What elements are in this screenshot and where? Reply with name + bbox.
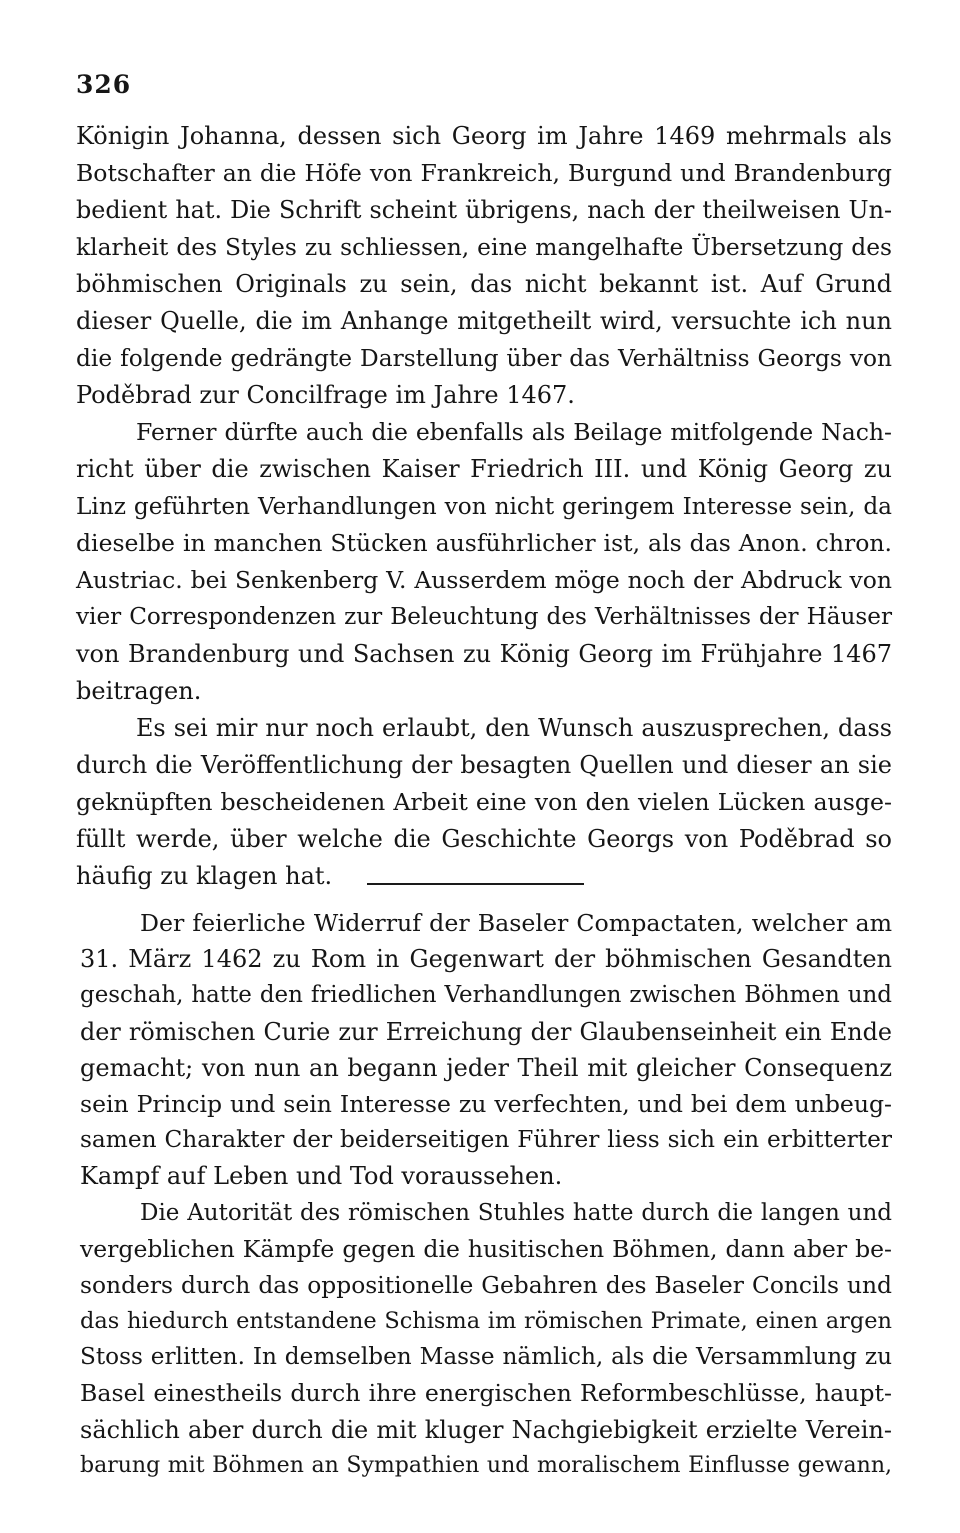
text-line: vergeblichen Kämpfe gegen die husitischen Böhmen, dann aber be- [80, 1234, 892, 1263]
section-divider [367, 883, 584, 885]
text-line: durch die Veröffentlichung der besagten Quellen und dieser an sie [76, 751, 892, 779]
text-line: klarheit des Styles zu schliessen, eine mangelhafte Übersetzung des [76, 233, 892, 261]
text-line: gemacht; von nun an begann jeder Theil mit gleicher Consequenz [80, 1053, 892, 1082]
text-section-2 [80, 905, 892, 1484]
text-line: die folgende gedrängte Darstellung über das Verhältniss Georgs von [76, 345, 892, 372]
text-line: samen Charakter der beiderseitigen Führer liess sich ein erbitterter [80, 1126, 892, 1154]
text-line: beitragen. [76, 677, 202, 705]
text-line: bedient hat. Die Schrift scheint übrigens, nach der theilweisen Un- [76, 196, 892, 224]
text-line: Die Autorität des römischen Stuhles hatte durch die langen und [140, 1199, 892, 1226]
text-line: Der feierliche Widerruf der Baseler Compactaten, welcher am [140, 909, 892, 937]
text-line: Linz geführten Verhandlungen von nicht geringem Interesse sein, da [76, 493, 892, 520]
text-line: der römischen Curie zur Erreichung der Glaubenseinheit ein Ende [80, 1017, 892, 1046]
text-line: füllt werde, über welche die Geschichte Georgs von Poděbrad so [76, 825, 892, 853]
text-line: Poděbrad zur Concilfrage im Jahre 1467. [76, 381, 575, 409]
text-line: Basel einestheils durch ihre energischen Reformbeschlüsse, haupt- [80, 1379, 892, 1408]
text-line: böhmischen Originals zu sein, das nicht bekannt ist. Auf Grund [76, 270, 892, 298]
text-line: 31. März 1462 zu Rom in Gegenwart der böhmischen Gesandten [80, 945, 892, 974]
text-line: Es sei mir nur noch erlaubt, den Wunsch auszusprechen, dass [136, 714, 892, 742]
text-line: Königin Johanna, dessen sich Georg im Jahre 1469 mehrmals als [76, 122, 892, 150]
text-line: Ferner dürfte auch die ebenfalls als Beilage mitfolgende Nach- [136, 418, 892, 446]
text-line: barung mit Böhmen an Sympathien und moralischem Einflusse gewann, [80, 1452, 892, 1478]
text-line: Botschafter an die Höfe von Frankreich, Burgund und Brandenburg [76, 159, 892, 187]
text-line: Stoss erlitten. In demselben Masse nämlich, als die Versammlung zu [80, 1343, 892, 1371]
text-line: vier Correspondenzen zur Beleuchtung des Verhältnisses der Häuser [76, 604, 892, 630]
text-line: sein Princip und sein Interesse zu verfechten, und bei dem unbeug- [80, 1089, 892, 1118]
text-line: häufig zu klagen hat. [76, 862, 333, 890]
text-line: richt über die zwischen Kaiser Friedrich III. und König Georg zu [76, 455, 892, 483]
text-line: sonders durch das oppositionelle Gebahren des Baseler Concils und [80, 1270, 892, 1299]
text-line: sächlich aber durch die mit kluger Nachgiebigkeit erzielte Verein- [80, 1415, 892, 1444]
text-line: Austriac. bei Senkenberg V. Ausserdem möge noch der Abdruck von [76, 566, 892, 594]
text-line: geknüpften bescheidenen Arbeit eine von den vielen Lücken ausge- [76, 788, 892, 816]
text-section-1 [76, 118, 892, 895]
text-line: geschah, hatte den friedlichen Verhandlungen zwischen Böhmen und [80, 982, 892, 1009]
text-line: das hiedurch entstandene Schisma im römischen Primate, einen argen [80, 1308, 892, 1335]
text-line: Kampf auf Leben und Tod voraussehen. [80, 1162, 563, 1191]
text-line: von Brandenburg und Sachsen zu König Georg im Frühjahre 1467 [76, 640, 892, 668]
text-line: dieser Quelle, die im Anhange mitgetheilt wird, versuchte ich nun [76, 307, 892, 335]
text-line: dieselbe in manchen Stücken ausführlicher ist, als das Anon. chron. [76, 529, 892, 557]
page-number: 326 [76, 70, 132, 99]
